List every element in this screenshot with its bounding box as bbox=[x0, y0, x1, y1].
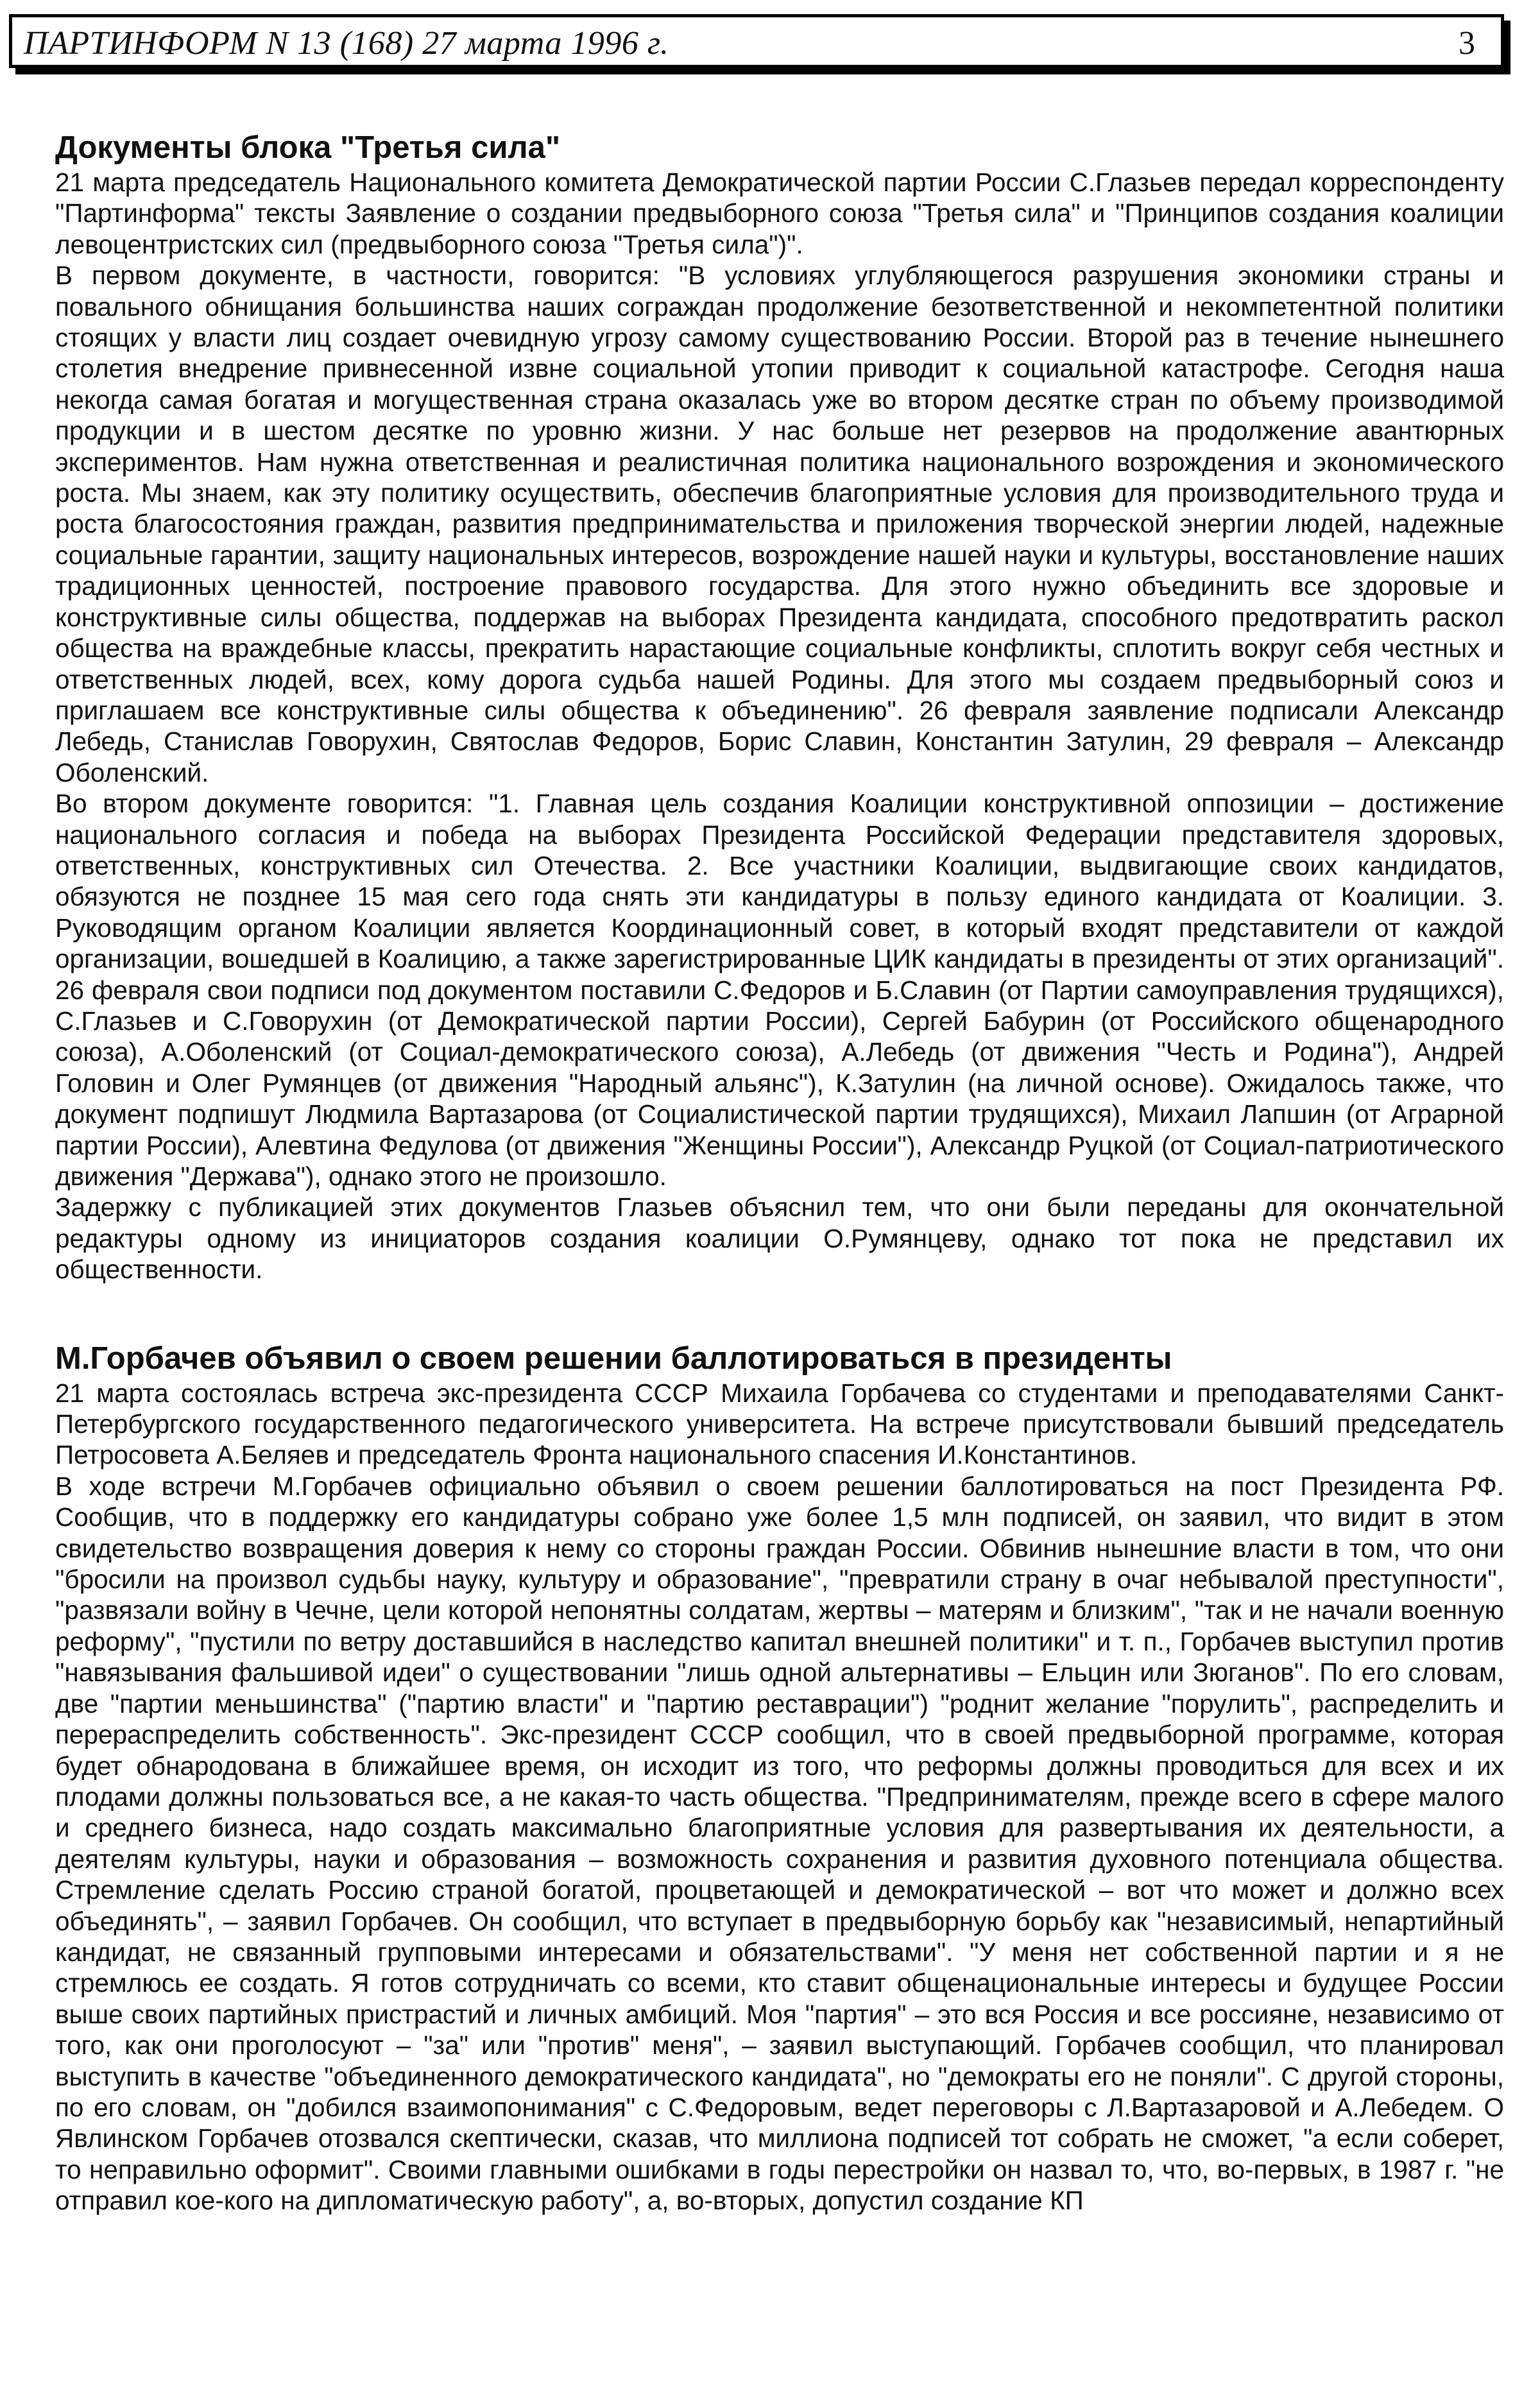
article-paragraph: Задержку с публикацией этих документов Глазьев объяснил тем, что они были переданы для окончательной редактуры одному из инициаторов создания коалиции О.Румянцеву, однако тот пока не представил их общественности. bbox=[55, 1192, 1504, 1285]
article-paragraph: В первом документе, в частности, говорится: "В условиях углубляющегося разрушения экономики страны и повального обнищания большинства наших сограждан продолжение безответственной и некомпетентной политики стоящих у власти лиц создает очевидную угрозу самому существованию России. Второй раз в течение нынешнего столетия внедрение привнесенной извне социальной утопии приводит к социальной катастрофе. Сегодня наша некогда самая богатая и могущественная страна оказалась уже во втором десятке стран по объему производимой продукции и в шестом десятке по уровню жизни. У нас больше нет резервов на продолжение авантюрных экспериментов. Нам нужна ответственная и реалистичная политика национального возрождения и экономического роста. Мы знаем, как эту политику осуществить, обеспечив благоприятные условия для производительного труда и роста благосостояния граждан, развития предпринимательства и приложения творческой энергии людей, надежные социальные гарантии, защиту национальных интересов, возрождение нашей науки и культуры, восстановление наших традиционных ценностей, построение правового государства. Для этого нужно объединить все здоровые и конструктивные силы общества, поддержав на выборах Президента кандидата, способного предотвратить раскол общества на враждебные классы, прекратить нарастающие социальные конфликты, сплотить вокруг себя честных и ответственных людей, всех, кому дорога судьба нашей Родины. Для этого мы создаем предвыборный союз и приглашаем все конструктивные силы общества к объединению". 26 февраля заявление подписали Александр Лебедь, Станислав Говорухин, Святослав Федоров, Борис Славин, Константин Затулин, 29 февраля – Александр Оболенский. bbox=[55, 261, 1504, 787]
article-separator bbox=[55, 1285, 1504, 1339]
article-gorbachev bbox=[55, 1339, 1504, 2216]
article-paragraph: В ходе встречи М.Горбачев официально объявил о своем решении баллотироваться на пост Президента РФ. Сообщив, что в поддержку его кандидатуры собрано уже более 1,5 млн подписей, он заявил, что видит в этом свидетельство возвращения доверия к нему со стороны граждан России. Обвинив нынешние власти в том, что они "бросили на произвол судьбы науку, культуру и образование", "превратили страну в очаг небывалой преступности", "развязали войну в Чечне, цели которой непонятны солдатам, жертвы – матерям и близким", "так и не начали военную реформу", "пустили по ветру доставшийся в наследство капитал внешней политики" и т. п., Горбачев выступил против "навязывания фальшивой идеи" о существовании "лишь одной альтернативы – Ельцин или Зюганов". По его словам, две "партии меньшинства" ("партию власти" и "партию реставрации") "роднит желание "порулить", распределить и перераспределить собственность". Экс-президент СССР сообщил, что в своей предвыборной программе, которая будет обнародована в ближайшее время, он исходит из того, что реформы должны проводиться для всех и их плодами должны пользоваться все, а не какая-то часть общества. "Предпринимателям, прежде всего в сфере малого и среднего бизнеса, надо создать максимально благоприятные условия для развертывания их деятельности, а деятелям культуры, науки и образования – возможность сохранения и развития духовного потенциала общества. Стремление сделать Россию страной богатой, процветающей и демократической – вот что может и должно всех объединять", – заявил Горбачев. Он сообщил, что вступает в предвыборную борьбу как "независимый, непартийный кандидат, не связанный групповыми интересами и обязательствами". "У меня нет собственной партии и я не стремлюсь ее создать. Я готов сотрудничать со всеми, кто ставит общенациональные интересы и будущее России выше своих партийных пристрастий и личных амбиций. Моя "партия" – это вся Россия и все россияне, независимо от того, как они проголосуют – "за" или "против" меня", – заявил выступающий. Горбачев сообщил, что планировал выступить в качестве "объединенного демократического кандидата", но "демократы его не поняли". С другой стороны, по его словам, он "добился взаимопонимания" с С.Федоровым, ведет переговоры с Л.Вартазаровой и А.Лебедем. О Явлинском Горбачев отозвался скептически, сказав, что миллиона подписей тот собрать не сможет, "а если соберет, то неправильно оформит". Своими главными ошибками в годы перестройки он назвал то, что, во-первых, в 1987 г. "не отправил кое-кого на дипломатическую работу", а, во-вторых, допустил создание КП bbox=[55, 1471, 1504, 2216]
article-paragraph: Во втором документе говорится: "1. Главная цель создания Коалиции конструктивной оппозиции – достижение национального согласия и победа на выборах Президента Российской Федерации представителя здоровых, ответственных, конструктивных сил Отечества. 2. Все участники Коалиции, выдвигающие своих кандидатов, обязуются не позднее 15 мая сего года снять эти кандидатуры в пользу единого кандидата от Коалиции. 3. Руководящим органом Коалиции является Координационный совет, в который входят представители от каждой организации, вошедшей в Коалицию, а также зарегистрированные ЦИК кандидаты в президенты от этих организаций". 26 февраля свои подписи под документом поставили С.Федоров и Б.Славин (от Партии самоуправления трудящихся), С.Глазьев и С.Говорухин (от Демократической партии России), Сергей Бабурин (от Российского общенародного союза), А.Оболенский (от Социал-демократического союза), А.Лебедь (от движения "Честь и Родина"), Андрей Головин и Олег Румянцев (от движения "Народный альянс"), К.Затулин (на личной основе). Ожидалось также, что документ подпишут Людмила Вартазарова (от Социалистической партии трудящихся), Михаил Лапшин (от Аграрной партии России), Алевтина Федулова (от движения "Женщины России"), Александр Руцкой (от Социал-патриотического движения "Держава"), однако этого не произошло. bbox=[55, 789, 1504, 1191]
page-number: 3 bbox=[1459, 25, 1475, 62]
page-body bbox=[55, 128, 1504, 2216]
article-title: Документы блока "Третья сила" bbox=[55, 130, 561, 165]
page-header bbox=[9, 14, 1504, 68]
article-title: М.Горбачев объявил о своем решении баллотироваться в президенты bbox=[55, 1341, 1172, 1376]
article-paragraph: 21 марта председатель Национального комитета Демократической партии России С.Глазьев передал корреспонденту "Партинформа" тексты Заявление о создании предвыборного союза "Третья сила" и "Принципов создания коалиции левоцентристских сил (предвыборного союза "Третья сила")". bbox=[55, 167, 1504, 259]
publication-title: ПАРТИНФОРМ N 13 (168) 27 марта 1996 г. bbox=[24, 25, 669, 62]
article-paragraph: 21 марта состоялась встреча экс-президента СССР Михаила Горбачева со студентами и преподавателями Санкт-Петербургского государственного педагогического университета. На встрече присутствовали бывший председатель Петросовета А.Беляев и председатель Фронта национального спасения И.Константинов. bbox=[55, 1378, 1504, 1470]
article-third-force bbox=[55, 128, 1504, 1285]
